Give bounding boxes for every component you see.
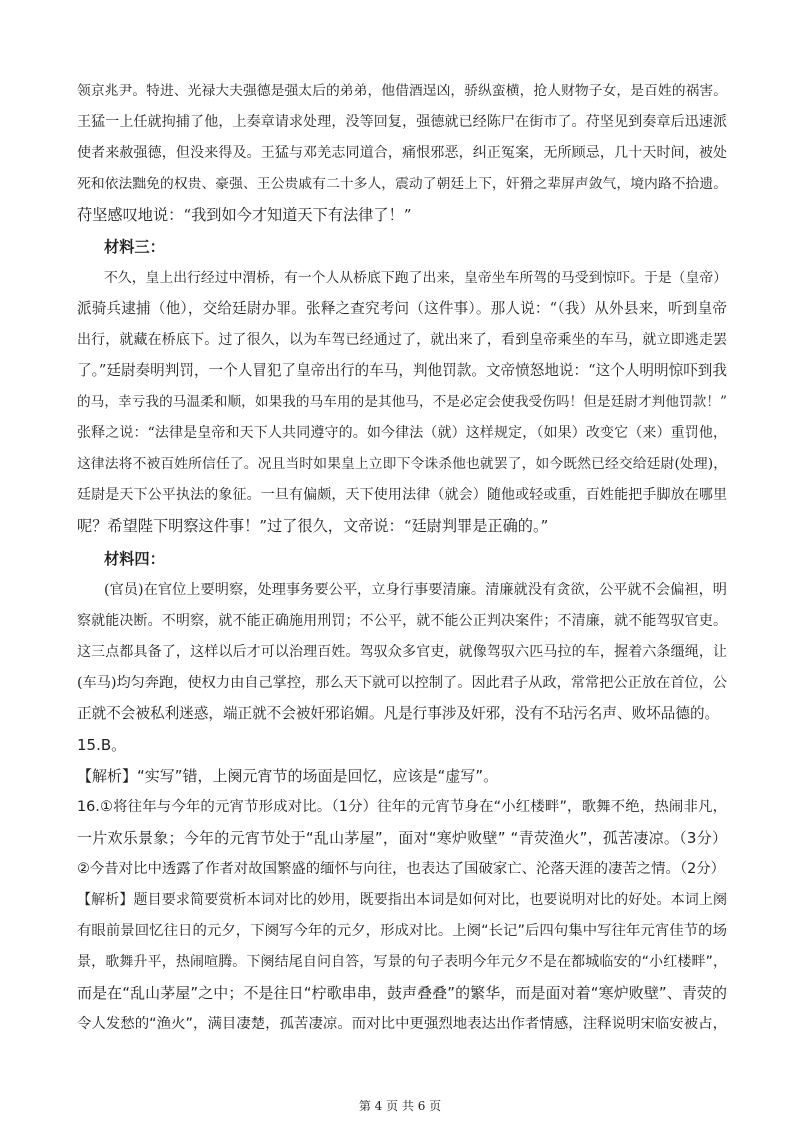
text-line: 领京兆尹。特进、光禄大夫强德是强太后的弟弟，他借酒逞凶，骄纵蛮横，抢人财物子女，是百姓的祸害。 [77,83,727,99]
text-line: 令人发愁的“渔火”，满目凄楚，孤苦凄凉。而对比中更强烈地表达出作者情感，注释说明宋临安被占， [77,1016,727,1032]
text-line: ②今昔对比中透露了作者对故国繁盛的缅怀与向往，也表达了国破家亡、沦落天涯的凄苦之情。（2分） [77,861,726,877]
text-line: 而是在“乱山茅屋”之中；不是往日“柠歌串串，鼓声叠叠”的繁华，而是面对着“寒炉败壁”、青荧的 [77,984,727,1002]
text-line: 死和依法黜免的权贵、豪强、王公贵戚有二十多人，震动了朝廷上下，奸猾之辈屏声敛气，境内路不拾遗。 [77,176,727,192]
analysis-15: 【解析】“实写”错，上阕元宵节的场面是回忆，应该是“虚写”。 [77,767,499,785]
text-line: 不久，皇上出行经过中渭桥，有一个人从桥底下跑了出来，皇帝坐车所驾的马受到惊吓。于是（皇帝） [104,270,727,286]
text-line: 有眼前景回忆往日的元夕，下阕写今年的元夕，形成对比。上阕“长记”后四句集中写往年元宵佳节的场 [77,923,727,939]
page-number-footer: 第 4 页 共 6 页 [358,1099,442,1113]
text-line: 呢？希望陛下明察这件事！”过了很久，文帝说：“廷尉判罪是正确的。” [77,517,549,535]
section-heading-material-3: 材料三： [104,238,165,256]
text-line: (车马)均匀奔跑，使权力由自己掌控，那么天下就可以控制了。因此君子从政，常常把公正放在首位，公 [77,675,727,691]
text-line: 这律法将不被百姓所信任了。况且当时如果皇上立即下令诛杀他也就罢了，如今既然已经交给廷尉(处理)， [77,456,727,472]
text-line: 景，歌舞升平，热闹喧腾。下阕结尾自问自答，写景的句子表明今年元夕不是在都城临安的“小红楼畔”， [77,954,727,970]
text-line: 张释之说：“法律是皇帝和天下人共同遵守的。如今律法（就）这样规定，（如果）改变它（来）重罚他， [77,425,727,441]
text-line: 廷尉是天下公平执法的象征。一旦有偏颇，天下使用法律（就会）随他或轻或重，百姓能把手脚放在哪里 [77,487,727,503]
text-line: 察就能决断。不明察，就不能正确施用刑罚；不公平，就不能公正判决案件；不清廉，就不能驾驭官吏。 [77,613,727,629]
text-line: 的马，幸亏我的马温柔和顺，如果我的马车用的是其他马，不是必定会使我受伤吗！但是廷尉才判他罚款！” [77,394,727,410]
section-heading-material-4: 材料四： [104,550,165,568]
text-line: 派骑兵逮捕（他），交给廷尉办罪。张释之查究考问（这件事）。那人说：“（我）从外县来，听到皇帝 [77,300,727,317]
text-line: 出行，就藏在桥底下。过了很久，以为车驾已经通过了，就出来了，看到皇帝乘坐的车马，就立即逃走罢 [77,332,727,348]
text-line: 正就不会被私利迷惑，端正就不会被奸邪谄媚。凡是行事涉及奸邪，没有不玷污名声、败坏品德的。 [77,705,720,722]
text-line: (官员)在官位上要明察，处理事务要公平，立身行事要清廉。清廉就没有贪欲，公平就不会偏袒，明 [104,582,727,598]
text-line: 使者来赦强德，但没来得及。王猛与邓羌志同道合，痛恨邪恶，纠正冤案，无所顾忌，几十天时间，被处 [77,145,727,161]
text-line: 了。”廷尉奏明判罚，一个人冒犯了皇帝出行的车马，判他罚款。文帝愤怒地说：“这个人明明惊吓到我 [77,362,727,379]
answer-16: 16.①将往年与今年的元宵节形成对比。（1分）往年的元宵节身在“小红楼畔”，歌舞不绝，热闹非凡， [77,799,727,815]
text-line: 一片欢乐景象；今年的元宵节处于“乱山茅屋”，面对“寒炉败壁” “青荧渔火”，孤苦凄凉。（3分） [77,829,727,847]
analysis-16: 【解析】题目要求简要赏析本词对比的妙用，既要指出本词是如何对比，也要说明对比的好处。本词上阕 [77,892,727,908]
text-line: 苻坚感叹地说：“我到如今才知道天下有法律了！” [77,206,412,224]
text-line: 这三点都具备了，这样以后才可以治理百姓。驾驭众多官吏，就像驾驭六匹马拉的车，握着六条缰绳，让 [77,644,727,660]
answer-15: 15.B。 [77,736,127,754]
text-line: 王猛一上任就拘捕了他，上奏章请求处理，没等回复，强德就已经陈尸在街市了。苻坚见到奏章后迅速派 [77,114,727,130]
